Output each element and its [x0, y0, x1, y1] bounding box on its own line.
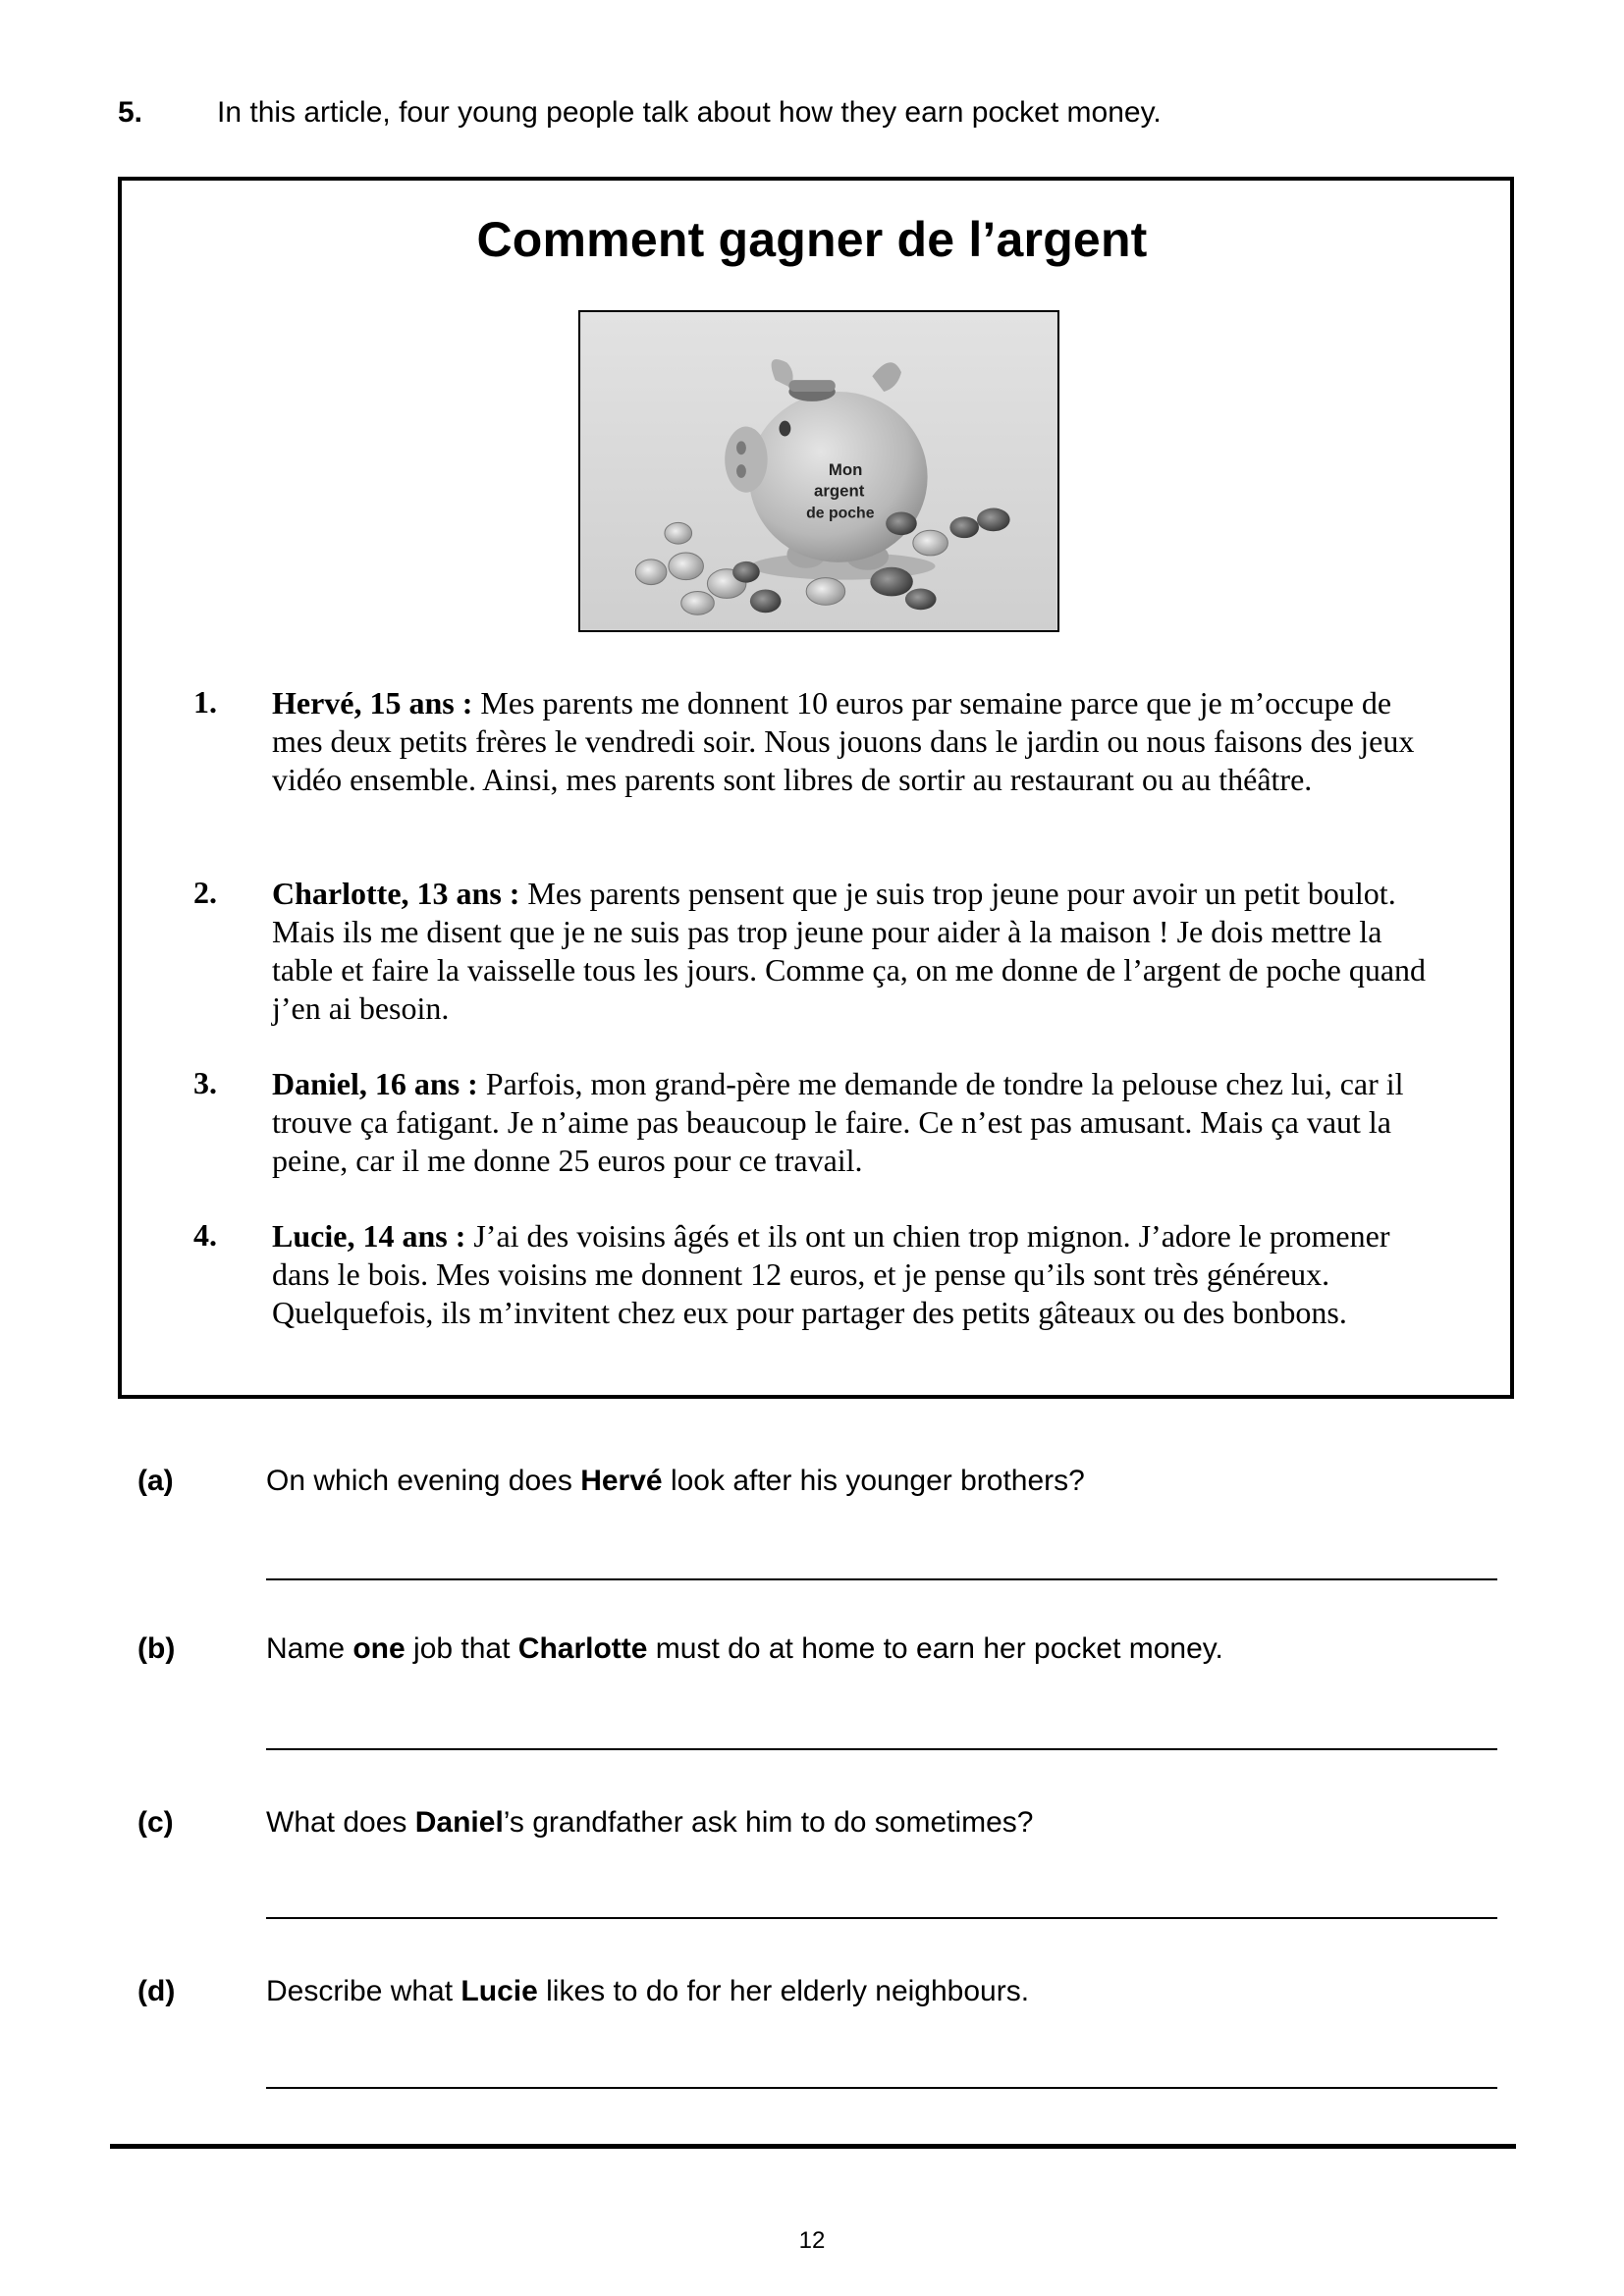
question-label: (c): [137, 1806, 174, 1839]
entry-number: 4.: [193, 1217, 217, 1253]
answer-line[interactable]: [266, 1578, 1497, 1580]
entry-number: 2.: [193, 875, 217, 910]
pig-label-line2: argent: [814, 481, 865, 501]
entry-body: Parfois, mon grand-père me demande de tondre la pelouse chez lui, car il trouve ça fatigant. Je n’aime pas beaucoup le faire. Ce n’est pas amusant. Mais ça vaut la peine, car il me donne 25 euros pour ce travail.: [272, 1066, 1404, 1178]
question-number: 5.: [118, 96, 143, 129]
entry-body: Mes parents pensent que je suis trop jeune pour avoir un petit boulot. Mais ils me disent que je ne suis pas trop jeune pour aider à la maison ! Je dois mettre la table et faire la vaisselle tous les jours. Comme ça, on me donne de l’argent de poche quand j’en ai besoin.: [272, 876, 1427, 1026]
piggy-bank-illustration: [580, 312, 1057, 630]
entry-name: Charlotte, 13 ans :: [272, 876, 520, 911]
bottom-rule: [110, 2144, 1516, 2149]
question-intro: In this article, four young people talk about how they earn pocket money.: [217, 96, 1162, 129]
entry-text: [272, 1065, 1431, 1180]
answer-line[interactable]: [266, 2087, 1497, 2089]
answer-line[interactable]: [266, 1748, 1497, 1750]
answer-line[interactable]: [266, 1917, 1497, 1919]
entry-body: Mes parents me donnent 10 euros par semaine parce que je m’occupe de mes deux petits frères le vendredi soir. Nous jouons dans le jardin ou nous faisons des jeux vidéo ensemble. Ainsi, mes parents sont libres de sortir au restaurant ou au théâtre.: [272, 685, 1415, 797]
question-text: On which evening does Hervé look after his younger brothers?: [266, 1465, 1085, 1497]
article-title: Comment gagner de l’argent: [476, 212, 1148, 267]
entry-text: [272, 684, 1431, 799]
pig-label-line3: de poche: [806, 505, 875, 522]
entry-number: 1.: [193, 684, 217, 720]
pig-label-line1: Mon: [828, 459, 863, 479]
entry-text: [272, 1217, 1431, 1332]
question-text: Describe what Lucie likes to do for her elderly neighbours.: [266, 1975, 1030, 2007]
entry-number: 3.: [193, 1065, 217, 1100]
question-text: What does Daniel’s grandfather ask him to do sometimes?: [266, 1806, 1034, 1839]
page-number: 12: [798, 2227, 826, 2254]
question-label: (d): [137, 1975, 176, 2007]
question-text: Name one job that Charlotte must do at home to earn her pocket money.: [266, 1632, 1223, 1665]
entry-body: J’ai des voisins âgés et ils ont un chien trop mignon. J’adore le promener dans le bois. Mes voisins me donnent 12 euros, et je pense qu’ils sont très généreux. Quelquefois, ils m’invitent chez eux pour partager des petits gâteaux ou des bonbons.: [272, 1218, 1390, 1330]
question-label: (b): [137, 1632, 176, 1665]
piggy-bank-photo: [578, 310, 1059, 632]
entry-name: Hervé, 15 ans :: [272, 685, 473, 721]
question-label: (a): [137, 1465, 174, 1497]
entry-text: [272, 875, 1431, 1028]
entry-name: Daniel, 16 ans :: [272, 1066, 478, 1101]
entry-name: Lucie, 14 ans :: [272, 1218, 466, 1254]
